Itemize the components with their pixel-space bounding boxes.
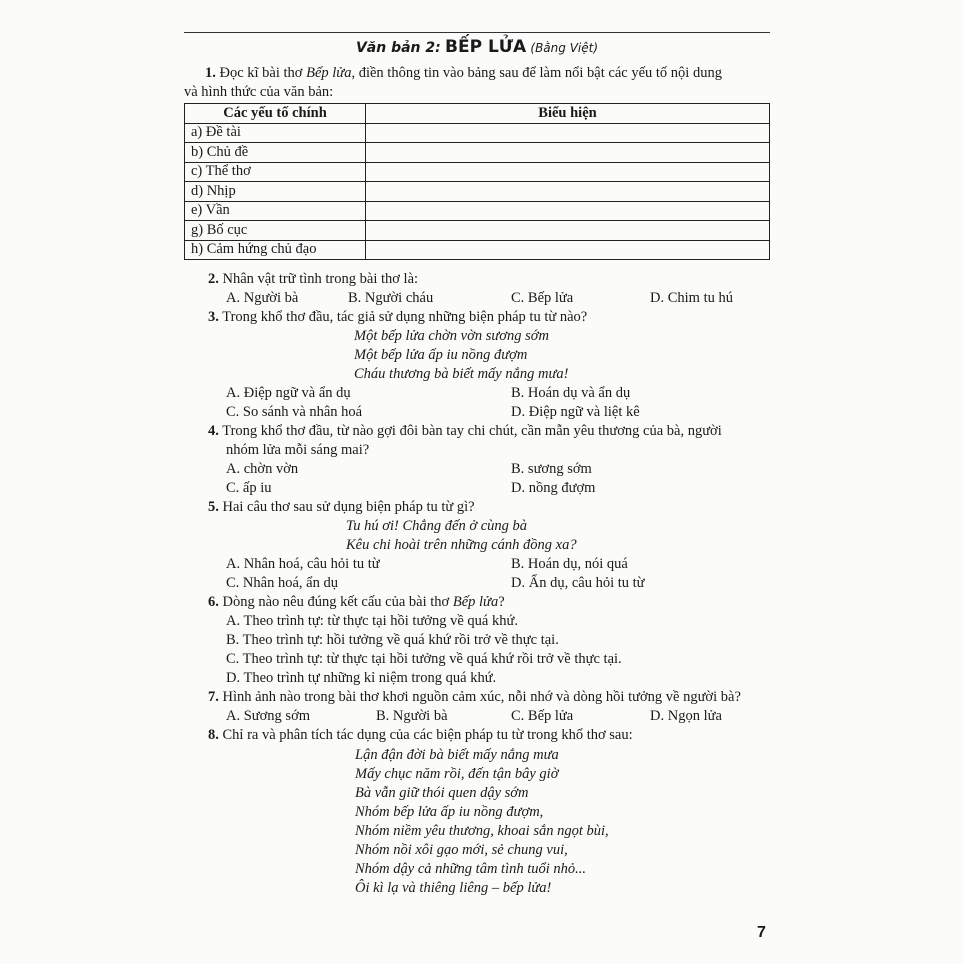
table-cell-label: a) Đề tài [185,123,366,143]
q3-option-c: C. So sánh và nhân hoá [226,404,363,420]
q3-option-b: B. Hoán dụ và ẩn dụ [511,385,631,401]
table-cell-blank[interactable] [366,162,770,182]
q7-number: 7. [208,689,219,705]
title-main: BẾP LỬA [445,37,527,57]
table-row [185,240,770,260]
q2-question [208,270,418,289]
q7-option-c: C. Bếp lửa [511,708,574,724]
q7-option-a: A. Sương sớm [226,708,311,724]
q4-text: Trong khổ thơ đầu, từ nào gợi đôi bàn tay chi chút, cần mẫn yêu thương của bà, người [222,423,722,439]
q4-option-d: D. nồng đượm [511,480,596,496]
q4-option-b: B. sương sớm [511,461,592,477]
q3-poem-line: Một bếp lửa chờn vờn sương sớm [354,328,549,344]
q5-option-a: A. Nhân hoá, câu hỏi tu từ [226,556,380,572]
q5-option-b: B. Hoán dụ, nói quá [511,556,628,572]
top-rule [184,32,770,33]
q2-text: Nhân vật trữ tình trong bài thơ là: [222,271,419,287]
q2-option-b: B. Người cháu [348,290,434,306]
q5-option-c: C. Nhân hoá, ẩn dụ [226,575,338,591]
q3-text: Trong khổ thơ đầu, tác giả sử dụng những biện pháp tu từ nào? [222,309,588,325]
q2-number: 2. [208,271,219,287]
q8-text: Chỉ ra và phân tích tác dụng của các biện pháp tu từ trong khổ thơ sau: [222,727,633,743]
q4-question [208,422,722,441]
table-cell-blank[interactable] [366,123,770,143]
q8-poem-line: Nhóm nồi xôi gạo mới, sẻ chung vui, [355,842,568,858]
q3-option-d: D. Điệp ngữ và liệt kê [511,404,640,420]
q8-poem-line: Lận đận đời bà biết mấy nắng mưa [355,747,559,763]
table-row [185,123,770,143]
q8-poem-line: Nhóm bếp lửa ấp iu nồng đượm, [355,804,544,820]
table-cell-label: c) Thể thơ [185,162,366,182]
q7-question [208,688,741,707]
content-table [184,103,770,260]
section-title [184,36,770,59]
q5-number: 5. [208,499,219,515]
q7-option-b: B. Người bà [376,708,448,724]
table-row [185,201,770,221]
table-row [185,162,770,182]
q5-option-d: D. Ẩn dụ, câu hỏi tu từ [511,575,645,591]
q1-line2: và hình thức của văn bản: [184,84,334,100]
q8-poem-line: Nhóm dậy cả những tâm tình tuổi nhỏ... [355,861,587,877]
q6-text-b: Bếp lửa [452,594,499,610]
table-row [185,221,770,241]
q6-option-a: A. Theo trình tự: từ thực tại hồi tưởng về quá khứ. [226,613,518,629]
q4-number: 4. [208,423,219,439]
q2-option-c: C. Bếp lửa [511,290,574,306]
q8-poem-line: Bà vẫn giữ thói quen dậy sớm [355,785,529,801]
q6-option-c: C. Theo trình tự: từ thực tại hồi tưởng về quá khứ rồi trở về thực tại. [226,651,622,667]
table-cell-blank[interactable] [366,240,770,260]
q4-question-line2: nhóm lửa mỗi sáng mai? [226,442,370,458]
table-cell-label: g) Bố cục [185,221,366,241]
q1-line1 [205,64,722,83]
q5-question [208,498,475,517]
table-header-elements: Các yếu tố chính [185,104,366,124]
q3-question [208,308,587,327]
q1-text-a: Đọc kĩ bài thơ [219,65,307,81]
q6-option-b: B. Theo trình tự: hồi tưởng về quá khứ rồi trở về thực tại. [226,632,559,648]
table-header-expression: Biểu hiện [366,104,770,124]
q5-poem-line: Kêu chi hoài trên những cánh đồng xa? [346,537,577,553]
q3-poem-line: Một bếp lửa ấp iu nồng đượm [354,347,528,363]
q2-option-a: A. Người bà [226,290,299,306]
q7-option-d: D. Ngọn lửa [650,708,722,724]
q2-option-d: D. Chim tu hú [650,290,733,306]
q8-question [208,726,633,745]
q4-option-a: A. chờn vờn [226,461,299,477]
table-cell-label: b) Chủ đề [185,143,366,163]
page-number: 7 [757,924,766,941]
q5-poem-line: Tu hú ơi! Chẳng đến ở cùng bà [346,518,528,534]
title-prefix: Văn bản 2: [355,40,441,56]
q3-poem-line: Cháu thương bà biết mấy nắng mưa! [354,366,569,382]
q8-poem-line: Ôi kì lạ và thiêng liêng – bếp lửa! [355,880,552,896]
q6-text-a: Dòng nào nêu đúng kết cấu của bài thơ [222,594,453,610]
title-author: (Bằng Việt) [530,41,599,55]
table-row [185,182,770,202]
table-cell-label: h) Cảm hứng chủ đạo [185,240,366,260]
q8-number: 8. [208,727,219,743]
q3-option-a: A. Điệp ngữ và ẩn dụ [226,385,351,401]
q1-text-c: , điền thông tin vào bảng sau để làm nổi bật các yếu tố nội dung [351,65,722,81]
q4-option-c: C. ấp iu [226,480,272,496]
table-header-row [185,104,770,124]
q8-poem-line: Nhóm niềm yêu thương, khoai sắn ngọt bùi, [355,823,609,839]
table-cell-blank[interactable] [366,143,770,163]
q6-option-d: D. Theo trình tự những kỉ niệm trong quá khứ. [226,670,497,686]
q7-text: Hình ảnh nào trong bài thơ khơi nguồn cảm xúc, nỗi nhớ và dòng hồi tưởng về người bà? [222,689,741,705]
q6-number: 6. [208,594,219,610]
table-cell-label: d) Nhịp [185,182,366,202]
table-cell-blank[interactable] [366,221,770,241]
q6-text-c: ? [498,594,505,610]
q1-text-b: Bếp lửa [306,65,352,81]
table-row [185,143,770,163]
q8-poem-line: Mấy chục năm rồi, đến tận bây giờ [355,766,559,782]
q3-number: 3. [208,309,219,325]
table-cell-blank[interactable] [366,201,770,221]
q5-text: Hai câu thơ sau sử dụng biện pháp tu từ gì? [222,499,475,515]
table-cell-blank[interactable] [366,182,770,202]
q6-question [208,593,505,612]
table-cell-label: e) Vần [185,201,366,221]
q1-number: 1. [205,65,216,81]
